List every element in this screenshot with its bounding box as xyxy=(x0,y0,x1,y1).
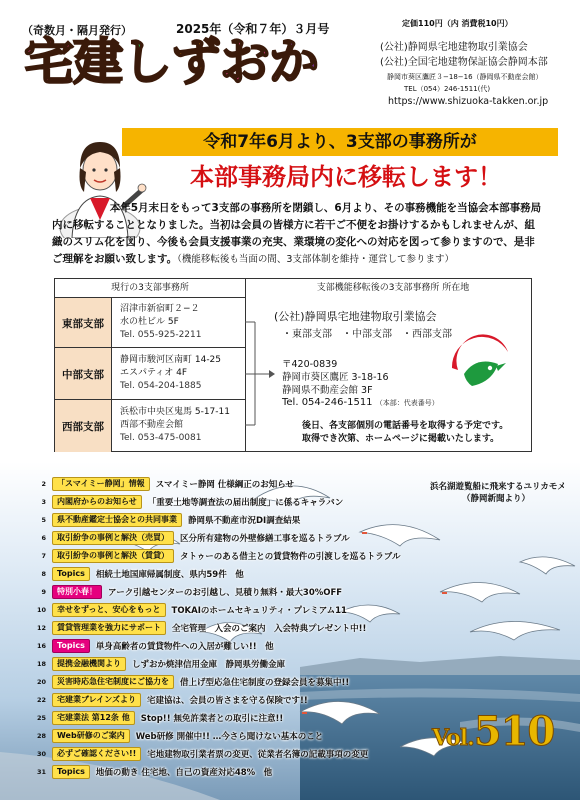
toc-tag: 賃貸管理業を強力にサポート xyxy=(52,621,166,635)
toc-tag: 必ずご確認ください!! xyxy=(52,747,141,761)
toc-tag: 宅建業ブレインズより xyxy=(52,693,141,707)
headline-line1: 令和7年6月より、3支部の事務所が xyxy=(203,132,477,152)
volume-prefix: Vol. xyxy=(432,725,474,751)
branch-tel: Tel. 054-204-1885 xyxy=(120,381,202,391)
toc-text: 宅建協は、会員の皆さまを守る保険です!! xyxy=(147,696,308,706)
toc-tag: 特別小春！ xyxy=(52,585,102,599)
toc-tag: 提携金融機関より xyxy=(52,657,126,671)
toc-tag: Web研修のご案内 xyxy=(52,729,130,743)
toc-text: アーク引越センターのお引越し、見積り無料・最大30%OFF xyxy=(108,588,343,598)
toc-tag: 災害時応急住宅制度にご協力を xyxy=(52,675,174,689)
branch-info-east xyxy=(112,297,246,347)
toc-tag: 宅建業法 第12条 他 xyxy=(52,711,135,725)
toc-text: タトゥーのある借主との賃貸物件の引渡しを巡るトラブル xyxy=(180,552,401,562)
title-char: 建 xyxy=(73,33,122,91)
toc-text: 区分所有建物の外壁修繕工事を巡るトラブル xyxy=(180,534,350,544)
toc-item[interactable] xyxy=(24,711,283,725)
new-office-branches: ・東部支部 ・中部支部 ・西部支部 xyxy=(282,329,452,340)
title-char: お xyxy=(220,33,269,91)
toc-tag: 県不動産鑑定士協会との共同事業 xyxy=(52,513,182,527)
title-char: 宅 xyxy=(24,33,73,91)
toc-tag: Topics xyxy=(52,567,90,581)
toc-tag: 取引紛争の事例と解決（売買） xyxy=(52,531,174,545)
new-office-building: 静岡県不動産会館 3F xyxy=(282,385,373,396)
toc-page: 9 xyxy=(41,588,46,596)
toc-text: Web研修 開催中!! …今さら聞けない基本のこと xyxy=(135,732,324,742)
branch-tel: Tel. 053-475-0081 xyxy=(120,433,202,443)
announcement-text: 本年5月末日をもって3支部の事務所を閉鎖し、6月より、その事務機能を当協会本部事務局内に移転することとなりました。当初は会員の皆様方に若干ご不便をお掛けするかもしれませんが、組織のスリム化を図り、今後も会員支援事業の充実、業環境の変化への対応を図って参りますので、是非ご理解をお願い致します。 xyxy=(52,202,542,265)
toc-tag: Topics xyxy=(52,765,90,779)
toc-page: 18 xyxy=(36,660,46,668)
volume-digits: 510 xyxy=(473,708,555,755)
toc-text: しずおか焼津信用金庫 静岡県労働金庫 xyxy=(132,660,286,670)
title-char: ず xyxy=(171,33,220,91)
toc-item[interactable] xyxy=(24,513,300,527)
title-char: か xyxy=(269,33,318,91)
price: 定価110円（内 消費税10円） xyxy=(402,19,513,28)
relocation-arrows xyxy=(245,297,275,451)
branch-address: 静岡市駿河区南町 14-25 xyxy=(120,355,222,365)
toc-page: 28 xyxy=(36,732,46,740)
toc-page: 12 xyxy=(36,624,46,632)
toc-page: 10 xyxy=(36,606,46,614)
publisher-address: 静岡市葵区鷹匠３−18−16（静岡県不動産会館） xyxy=(387,73,543,81)
toc-text: 単身高齢者の賃貸物件への入居が難しい!! 他 xyxy=(95,642,274,652)
toc-tag: Topics xyxy=(52,639,90,653)
toc-text: スマイミー静岡 仕様綱正のお知らせ xyxy=(155,480,295,490)
branch-address: 沼津市新宿町２−２ xyxy=(120,304,200,314)
toc-tag: 内閣府からのお知らせ xyxy=(52,495,142,509)
toc-item[interactable] xyxy=(24,765,272,779)
new-office-note2: 取得でき次第、ホームページに掲載いたします。 xyxy=(302,434,500,444)
toc-item[interactable] xyxy=(24,477,294,491)
new-office-address: 静岡市葵区鷹匠 3-18-16 xyxy=(282,372,389,383)
toc-item[interactable] xyxy=(24,549,400,563)
toc-page: 3 xyxy=(41,498,46,506)
header-current: 現行の3支部事務所 xyxy=(111,283,189,293)
toc-tag: 幸せをずっと、安心をもっと xyxy=(52,603,166,617)
toc-page: 22 xyxy=(36,696,46,704)
new-office-note1: 後日、各支部個別の電話番号を取得する予定です。 xyxy=(302,421,509,431)
branch-info-west xyxy=(112,399,246,451)
toc-item[interactable] xyxy=(24,747,368,761)
new-tel-note: （本部：代表番号） xyxy=(375,399,439,407)
branch-building: エスパティオ 4F xyxy=(120,368,188,378)
toc-item[interactable] xyxy=(24,567,244,581)
toc-item[interactable] xyxy=(24,585,342,599)
new-tel-number: Tel. 054-246-1511 xyxy=(282,397,373,408)
publisher-secondary: (公社)全国宅地建物保証協会静岡本部 xyxy=(380,57,548,68)
website-link[interactable]: https://www.shizuoka-takken.or.jp xyxy=(388,96,549,107)
toc-text: 地価の動き 住宅地、自己の資産対応48% 他 xyxy=(95,768,273,778)
magazine-title xyxy=(24,34,318,90)
publisher-primary: (公社)静岡県宅地建物取引業協会 xyxy=(380,42,528,53)
issue-date: 2025年（令和７年）３月号 xyxy=(176,22,330,36)
toc-page: 30 xyxy=(36,750,46,758)
toc-text: Stop!! 無免許業者との取引に注意!! xyxy=(140,714,284,724)
toc-item[interactable] xyxy=(24,621,366,635)
headline-line2: 本部事務局内に移転します！ xyxy=(190,163,502,191)
announcement-note: （機能移転後も当面の間、3支部体制を維持・運営して参ります） xyxy=(177,254,454,265)
toc-page: 5 xyxy=(41,516,46,524)
toc-tag: 取引紛争の事例と解決（賃貸） xyxy=(52,549,174,563)
toc-item[interactable] xyxy=(24,657,285,671)
toc-text: 相続土地国庫帰属制度、県内59件 他 xyxy=(95,570,244,580)
branch-tel: Tel. 055-925-2211 xyxy=(120,330,202,340)
publisher-tel: TEL（054）246-1511(代) xyxy=(404,85,491,93)
new-office-org: (公社)静岡県宅地建物取引業協会 xyxy=(274,310,437,323)
toc-item[interactable] xyxy=(24,531,350,545)
toc-text: 借上げ型応急住宅制度の登録会員を募集中!! xyxy=(180,678,350,688)
toc-item[interactable] xyxy=(24,495,343,509)
toc-item[interactable] xyxy=(24,693,308,707)
toc-text: 静岡県不動産市況DI調査結果 xyxy=(188,516,301,526)
association-logo-icon xyxy=(446,330,516,400)
branch-building: 西部不動産会館 xyxy=(120,420,184,430)
branch-info-central xyxy=(112,347,246,399)
toc-text: 全宅管理 入会のご案内 入会特典プレゼント中!! xyxy=(172,624,367,634)
branch-label-east: 東部支部 xyxy=(55,297,111,348)
toc-page: 7 xyxy=(41,552,46,560)
header-new: 支部機能移転後の3支部事務所 所在地 xyxy=(316,283,470,293)
toc-item[interactable] xyxy=(24,639,274,653)
toc-page: 31 xyxy=(36,768,46,776)
new-office-zip: 〒420-0839 xyxy=(282,359,338,370)
toc-page: 20 xyxy=(36,678,46,686)
toc-page: 16 xyxy=(36,642,46,650)
branch-address: 浜松市中央区鬼馬 5-17-11 xyxy=(120,407,230,417)
volume-number xyxy=(432,708,554,755)
title-char: し xyxy=(122,33,171,91)
toc-page: 8 xyxy=(41,570,46,578)
toc-text: 「重要土地等調査法の届出制度」に係るキャラバン xyxy=(147,498,344,508)
branch-label-west: 西部支部 xyxy=(55,399,111,452)
photo-caption-source: （静岡新聞より） xyxy=(462,494,531,504)
publication-frequency: （奇数月・隔月発行） xyxy=(22,24,132,37)
toc-page: 2 xyxy=(41,480,46,488)
toc-item[interactable] xyxy=(24,729,323,743)
toc-item[interactable] xyxy=(24,675,349,689)
photo-caption: 浜名湖遊覧船に飛来するユリカモメ xyxy=(430,482,566,492)
branch-building: 水の杜ビル 5F xyxy=(120,317,179,327)
toc-page: 25 xyxy=(36,714,46,722)
toc-text: TOKAIのホームセキュリティ・プレミアム11 xyxy=(171,606,347,616)
new-office-tel xyxy=(282,397,439,408)
toc-page: 6 xyxy=(41,534,46,542)
toc-text: 宅地建物取引業者票の変更、従業者名簿の記載事項の変更 xyxy=(147,750,369,760)
toc-tag: 「スマイミー静岡」情報 xyxy=(52,477,150,491)
branch-label-central: 中部支部 xyxy=(55,347,111,400)
toc-item[interactable] xyxy=(24,603,347,617)
announcement-body xyxy=(52,200,542,268)
